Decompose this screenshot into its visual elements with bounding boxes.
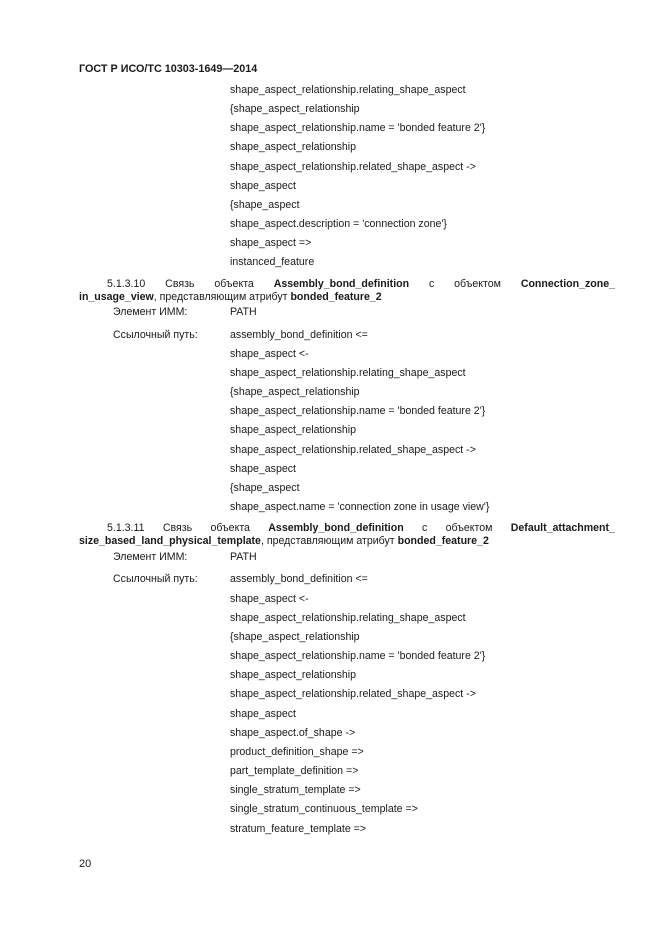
code-line: shape_aspect_relationship	[230, 669, 357, 681]
paragraph-line	[79, 278, 615, 291]
target-entity-part2: in_usage_view	[79, 291, 154, 303]
code-line: single_stratum_continuous_template =>	[230, 803, 418, 815]
code-line: instanced_feature	[230, 256, 315, 268]
code-line: shape_aspect.of_shape ->	[230, 727, 356, 739]
section-number: 5.1.3.11	[107, 522, 145, 534]
code-line: shape_aspect_relationship.name = 'bonded feature 2'}	[230, 122, 486, 134]
word: объекта	[214, 278, 254, 290]
attribute-name: bonded_feature_2	[397, 535, 489, 547]
code-line: stratum_feature_template =>	[230, 823, 367, 835]
code-line: shape_aspect	[230, 708, 296, 720]
element-value: PATH	[230, 306, 257, 318]
code-line: shape_aspect_relationship.related_shape_aspect ->	[230, 161, 476, 173]
code-line: shape_aspect_relationship.relating_shape_aspect	[230, 84, 466, 96]
code-line: part_template_definition =>	[230, 765, 359, 777]
target-entity-part1: Connection_zone_	[520, 278, 615, 290]
attribute-name: bonded_feature_2	[290, 291, 382, 303]
entity-name: Assembly_bond_definition	[273, 278, 410, 290]
element-value: PATH	[230, 551, 257, 563]
code-line: shape_aspect	[230, 463, 296, 475]
code-line: {shape_aspect_relationship	[230, 103, 360, 115]
section-paragraph	[79, 522, 615, 548]
paragraph-line	[79, 535, 615, 548]
reference-path-label: Ссылочный путь:	[113, 329, 198, 341]
code-line: shape_aspect.name = 'connection zone in usage view'}	[230, 501, 490, 513]
code-line: {shape_aspect	[230, 199, 300, 211]
word: объектом	[445, 522, 493, 534]
code-line: {shape_aspect_relationship	[230, 386, 360, 398]
code-line: shape_aspect_relationship	[230, 141, 357, 153]
page-number: 20	[79, 858, 92, 870]
word: Связь	[165, 278, 195, 290]
target-entity-part1: Default_attachment_	[510, 522, 615, 534]
code-line: shape_aspect <-	[230, 593, 309, 605]
section-paragraph	[79, 278, 615, 304]
paragraph-text: , представляющим атрибут	[260, 535, 398, 547]
code-line: assembly_bond_definition <=	[230, 573, 368, 585]
word: Связь	[162, 522, 193, 534]
entity-name: Assembly_bond_definition	[268, 522, 404, 534]
reference-path-label: Ссылочный путь:	[113, 573, 198, 585]
paragraph-line	[79, 291, 615, 304]
code-line: shape_aspect_relationship.related_shape_aspect ->	[230, 444, 476, 456]
paragraph-text: , представляющим атрибут	[153, 291, 291, 303]
code-line: single_stratum_template =>	[230, 784, 361, 796]
word: объекта	[210, 522, 250, 534]
code-line: {shape_aspect_relationship	[230, 631, 360, 643]
word: с	[422, 522, 428, 534]
paragraph-line	[79, 522, 615, 535]
code-line: shape_aspect =>	[230, 237, 312, 249]
code-line: shape_aspect_relationship.relating_shape_aspect	[230, 612, 466, 624]
section-number: 5.1.3.10	[107, 278, 146, 290]
target-entity-part2: size_based_land_physical_template	[79, 535, 261, 547]
element-label: Элемент ИММ:	[113, 551, 188, 563]
code-line: assembly_bond_definition <=	[230, 329, 368, 341]
page-header: ГОСТ Р ИСО/ТС 10303-1649—2014	[79, 63, 258, 75]
code-line: product_definition_shape =>	[230, 746, 364, 758]
code-line: shape_aspect_relationship	[230, 424, 357, 436]
code-line: shape_aspect_relationship.name = 'bonded feature 2'}	[230, 650, 486, 662]
code-line: shape_aspect <-	[230, 348, 309, 360]
word: с	[428, 278, 435, 290]
element-label: Элемент ИММ:	[113, 306, 188, 318]
code-line: {shape_aspect	[230, 482, 300, 494]
code-line: shape_aspect_relationship.relating_shape_aspect	[230, 367, 466, 379]
code-line: shape_aspect_relationship.related_shape_aspect ->	[230, 688, 476, 700]
code-line: shape_aspect.description = 'connection zone'}	[230, 218, 447, 230]
code-line: shape_aspect	[230, 180, 296, 192]
code-line: shape_aspect_relationship.name = 'bonded feature 2'}	[230, 405, 486, 417]
word: объектом	[454, 278, 501, 290]
